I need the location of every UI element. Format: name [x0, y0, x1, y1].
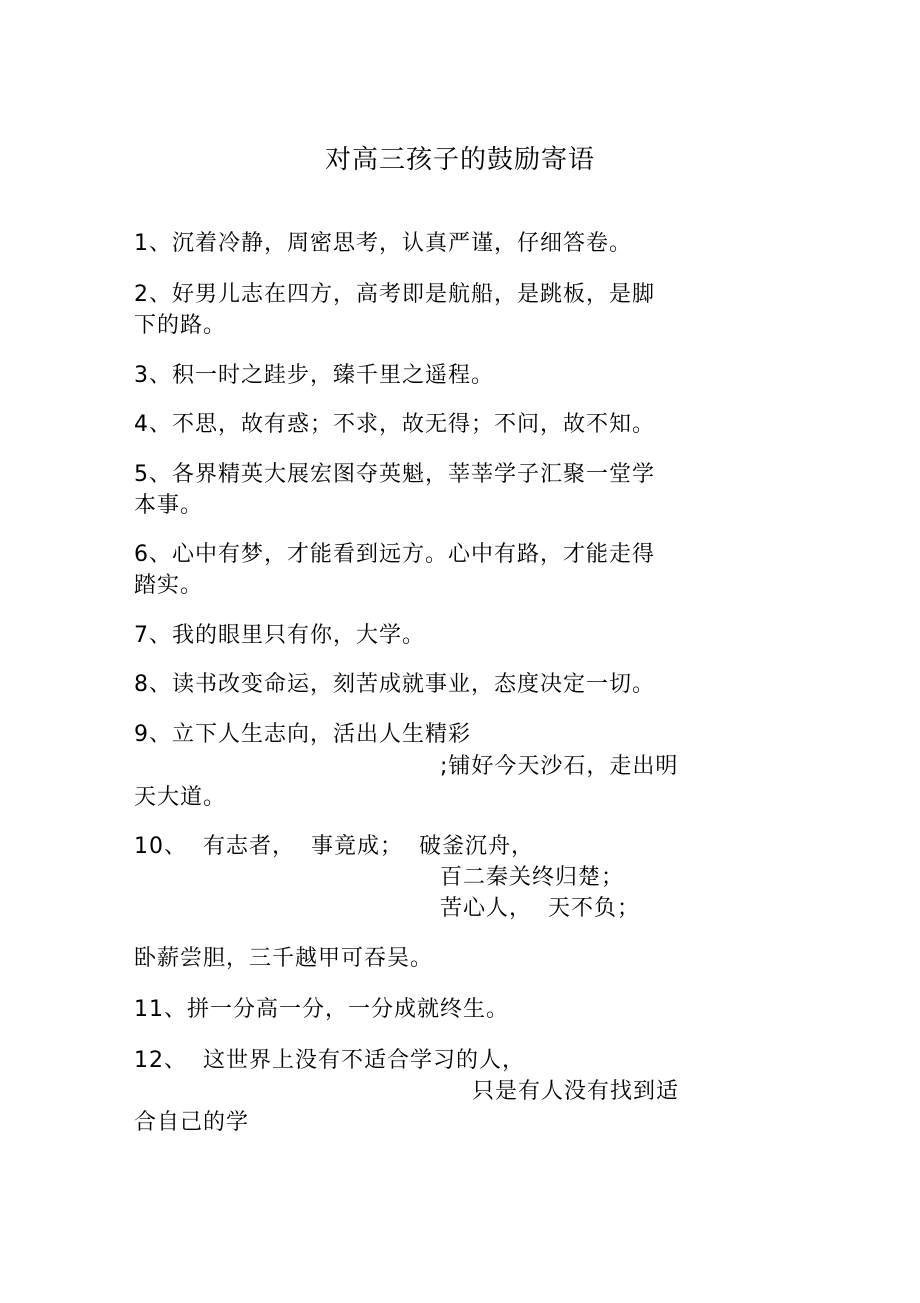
- item-6-line-2: 踏实。: [134, 573, 204, 598]
- item-12-line-3: 合自己的学: [134, 1110, 250, 1135]
- item-11-line-1: 11、拼一分高一分，一分成就终生。: [134, 997, 509, 1022]
- item-6-line-1: 6、心中有梦，才能看到远方。心中有路，才能走得: [134, 542, 655, 567]
- item-8-line-1: 8、读书改变命运，刻苦成就事业，态度决定一切。: [134, 672, 655, 697]
- item-10-line-1: 10、 有志者， 事竟成； 破釜沉舟，: [134, 834, 534, 859]
- item-10-line-2: 百二秦关终归楚；: [440, 865, 625, 890]
- item-10-line-3: 苦心人， 天不负；: [440, 896, 640, 921]
- item-10-line-4: 卧薪尝胆，三千越甲可吞吴。: [134, 946, 434, 971]
- item-5-line-1: 5、各界精英大展宏图夺英魁，莘莘学子汇聚一堂学: [134, 462, 655, 487]
- item-12-line-2: 只是有人没有找到适: [472, 1079, 680, 1104]
- item-3-line-1: 3、积一时之跬步，臻千里之遥程。: [134, 363, 494, 388]
- document-title: 对高三孩子的鼓励寄语: [324, 145, 595, 175]
- item-9-line-1: 9、立下人生志向，活出人生精彩: [134, 722, 471, 747]
- item-9-line-2: ;铺好今天沙石，走出明: [440, 754, 679, 779]
- item-12-line-1: 12、 这世界上没有不适合学习的人，: [134, 1048, 525, 1073]
- item-5-line-2: 本事。: [134, 493, 204, 518]
- item-1-line-1: 1、沉着冷静，周密思考，认真严谨，仔细答卷。: [134, 231, 632, 256]
- item-9-line-3: 天大道。: [134, 785, 227, 810]
- item-7-line-1: 7、我的眼里只有你，大学。: [134, 623, 425, 648]
- item-4-line-1: 4、不思，故有惑；不求，故无得；不问，故不知。: [134, 412, 655, 437]
- item-2-line-1: 2、好男儿志在四方，高考即是航船，是跳板，是脚: [134, 282, 655, 307]
- item-2-line-2: 下的路。: [134, 313, 227, 338]
